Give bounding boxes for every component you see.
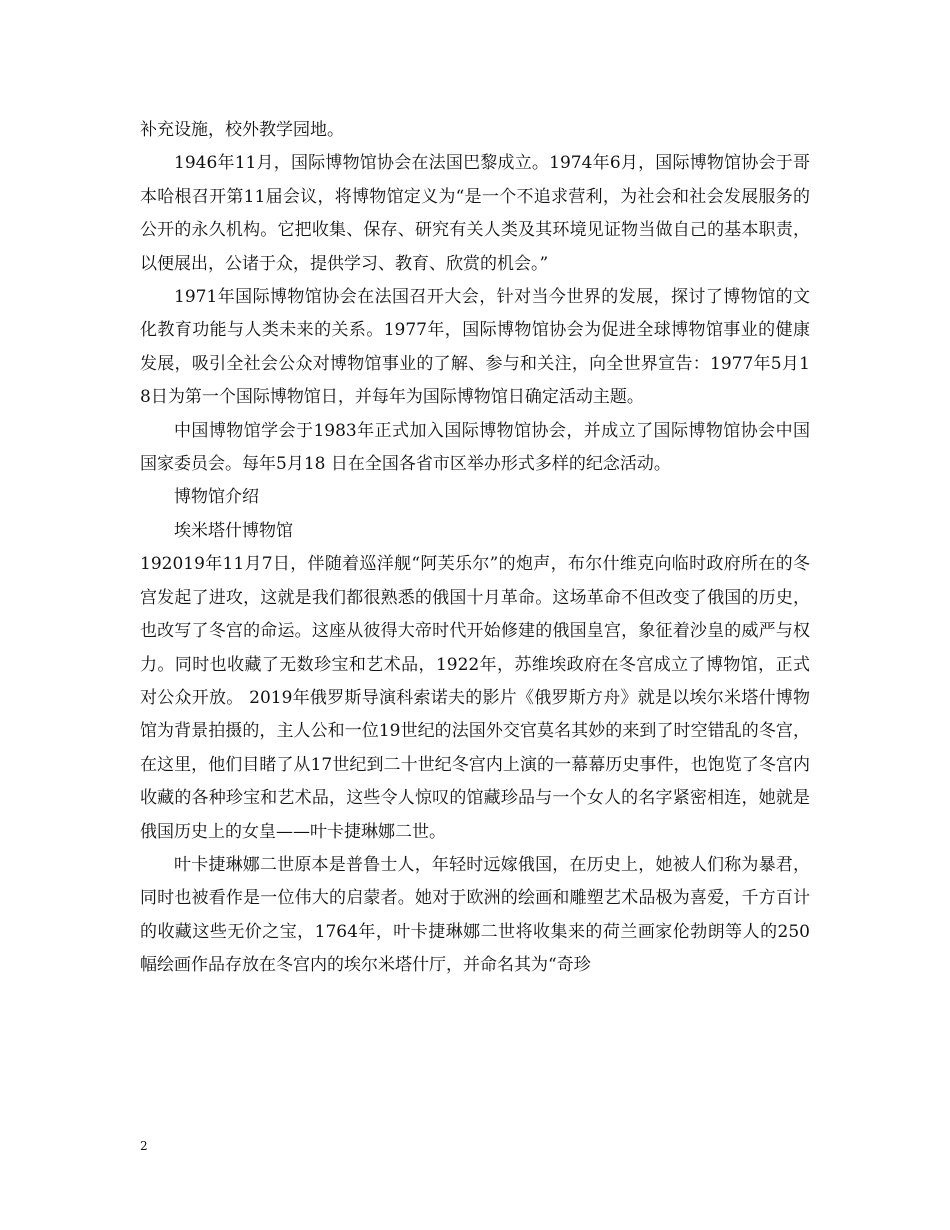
paragraph-1: 补充设施，校外教学园地。 bbox=[140, 120, 344, 140]
paragraph-6: 叶卡捷琳娜二世原本是普鲁士人，年轻时远嫁俄国，在历史上，她被人们称为暴君，同时也被看作是一位伟大的启蒙者。她对于欧洲的绘画和雕塑艺术品极为喜爱，千方百计的收藏这些无价之宝，1764年，叶卡捷琳娜二世将收集来的荷兰画家伦勃朗等人的250幅绘画作品存放在冬宫内的埃尔米塔什厅，并命名其为“奇珍 bbox=[140, 854, 810, 976]
paragraph-5: 192019年11月7日，伴随着巡洋舰“阿芙乐尔”的炮声，布尔什维克向临时政府所在的冬宫发起了进攻，这就是我们都很熟悉的俄国十月革命。这场革命不但改变了俄国的历史，也改写了冬宫的命运。这座从彼得大帝时代开始修建的俄国皇宫，象征着沙皇的威严与权力。同时也收藏了无数珍宝和艺术品，1922年，苏维埃政府在冬宫成立了博物馆，正式对公众开放。 2019年俄罗斯导演科索诺夫的影片《俄罗斯方舟》就是以埃尔米塔什博物馆为背景拍摄的，主人公和一位19世纪的法国外交官莫名其妙的来到了时空错乱的冬宫，在这里，他们目睹了从17世纪到二十世纪冬宫内上演的一幕幕历史事件，也饱览了冬宫内收藏的各种珍宝和艺术品，这些令人惊叹的馆藏珍品与一个女人的名字紧密相连，她就是俄国历史上的女皇——叶卡捷琳娜二世。 bbox=[140, 554, 810, 842]
paragraph-4: 中国博物馆学会于1983年正式加入国际博物馆协会，并成立了国际博物馆协会中国国家委员会。每年5月18 日在全国各省市区举办形式多样的纪念活动。 bbox=[140, 420, 810, 475]
section-heading-museum-intro: 博物馆介绍 bbox=[174, 487, 259, 508]
page-number: 2 bbox=[140, 1139, 148, 1153]
section-heading-hermitage: 埃米塔什博物馆 bbox=[174, 520, 293, 541]
body-text bbox=[140, 114, 810, 983]
paragraph-2: 1946年11月，国际博物馆协会在法国巴黎成立。1974年6月，国际博物馆协会于哥本哈根召开第11届会议，将博物馆定义为“是一个不追求营利，为社会和社会发展服务的公开的永久机构。它把收集、保存、研究有关人类及其环境见证物当做自己的基本职责，以便展出，公诸于众，提供学习、教育、欣赏的机会。” bbox=[140, 153, 810, 274]
paragraph-3: 1971年国际博物馆协会在法国召开大会，针对当今世界的发展，探讨了博物馆的文化教育功能与人类未来的关系。1977年，国际博物馆协会为促进全球博物馆事业的健康发展，吸引全社会公众对博物馆事业的了解、参与和关注，向全世界宣告：1977年5月18日为第一个国际博物馆日，并每年为国际博物馆日确定活动主题。 bbox=[140, 287, 810, 408]
